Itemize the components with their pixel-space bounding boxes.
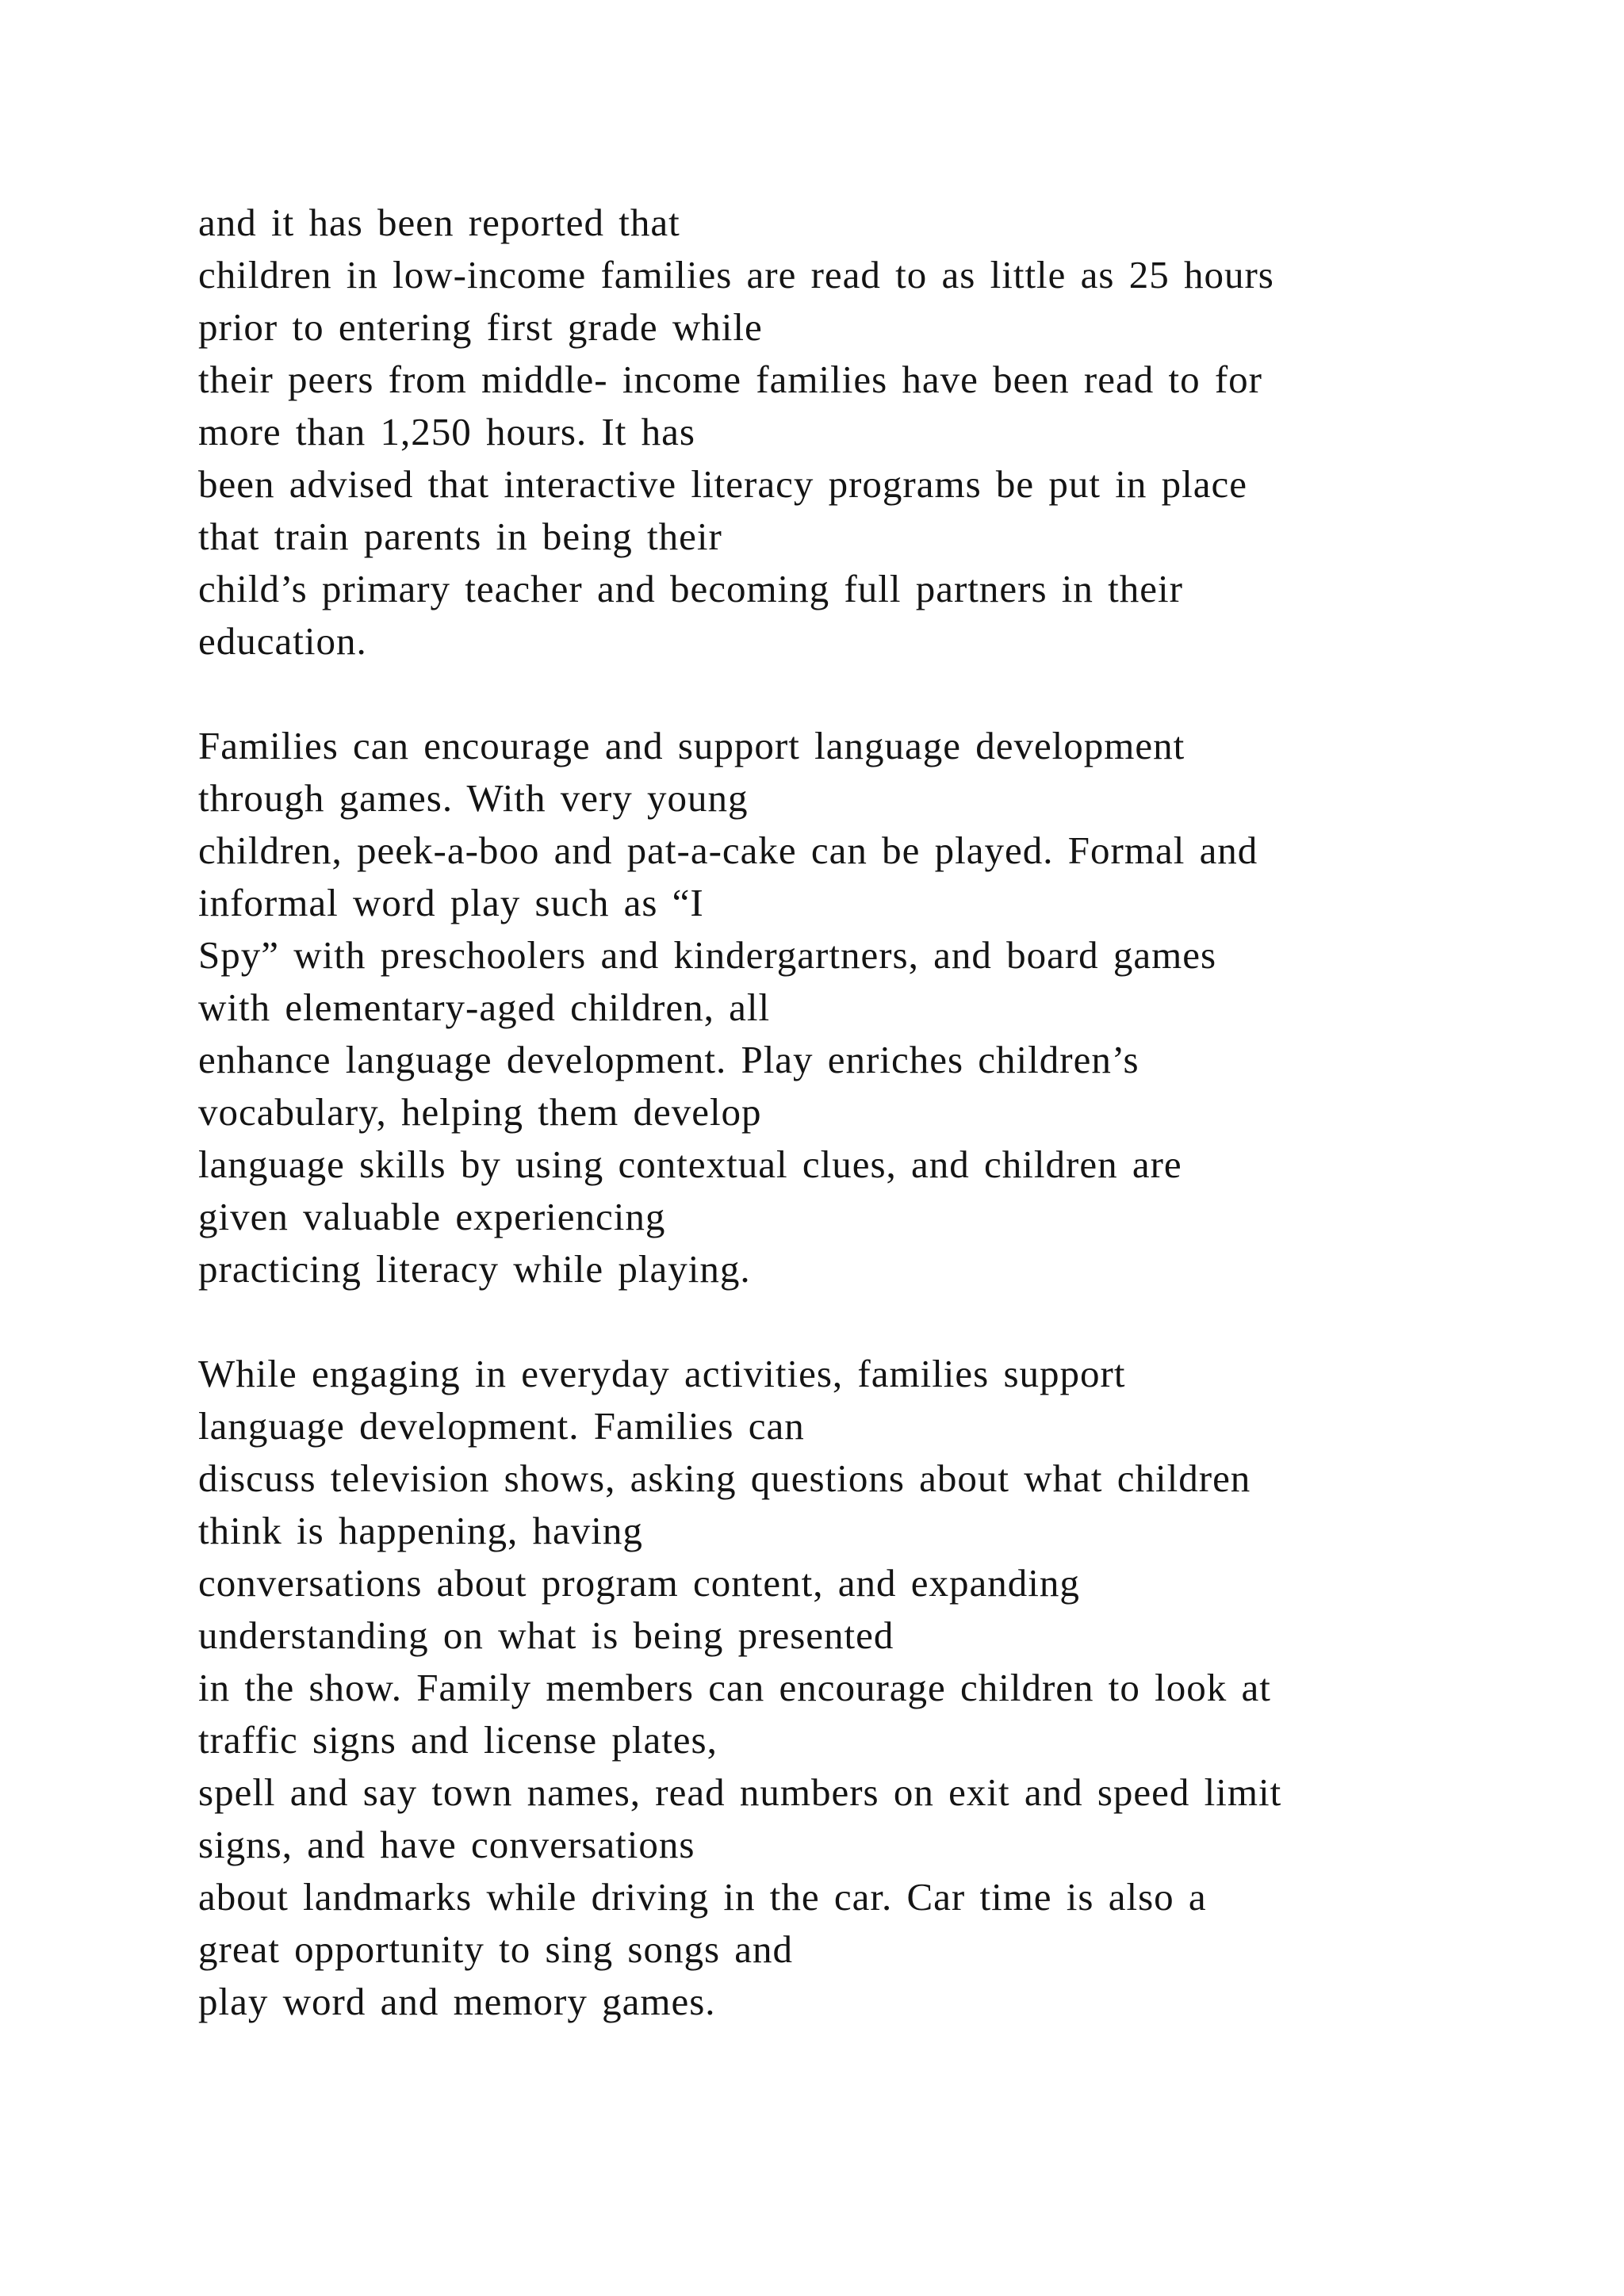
text-line: conversations about program content, and expanding [198,1561,1080,1605]
body-text [198,197,1546,2028]
text-line: Spy” with preschoolers and kindergartners, and board games [198,933,1217,977]
text-line: about landmarks while driving in the car. Car time is also a [198,1875,1207,1919]
text-line: prior to entering first grade while [198,305,763,349]
text-line: language development. Families can [198,1404,805,1448]
text-line: understanding on what is being presented [198,1613,894,1657]
text-line: children in low-income families are read to as little as 25 hours [198,253,1274,297]
text-line: signs, and have conversations [198,1823,695,1866]
paragraph-1 [198,197,1546,668]
text-line: play word and memory games. [198,1980,716,2023]
text-line: discuss television shows, asking questions about what children [198,1456,1251,1500]
text-line: great opportunity to sing songs and [198,1927,794,1971]
text-line: through games. With very young [198,776,749,820]
text-line: been advised that interactive literacy programs be put in place [198,462,1247,506]
text-line: traffic signs and license plates, [198,1718,718,1762]
text-line: more than 1,250 hours. It has [198,410,695,453]
text-line: language skills by using contextual clues, and children are [198,1142,1182,1186]
paragraph-2 [198,720,1546,1295]
paragraph-spacer [198,668,1546,720]
text-line: their peers from middle- income families have been read to for [198,358,1262,401]
text-line: Families can encourage and support language development [198,724,1185,767]
text-line: spell and say town names, read numbers on exit and speed limit [198,1770,1282,1814]
text-line: informal word play such as “I [198,881,704,924]
text-line: vocabulary, helping them develop [198,1090,762,1134]
paragraph-spacer [198,1295,1546,1348]
text-line: enhance language development. Play enriches children’s [198,1038,1139,1081]
text-line: child’s primary teacher and becoming full partners in their [198,567,1183,610]
text-line: with elementary-aged children, all [198,985,771,1029]
text-line: practicing literacy while playing. [198,1247,751,1291]
text-line: given valuable experiencing [198,1195,666,1238]
text-line: education. [198,619,367,663]
text-line: children, peek-a-boo and pat-a-cake can be played. Formal and [198,828,1258,872]
paragraph-3 [198,1348,1546,2028]
text-line: and it has been reported that [198,201,680,244]
text-line: think is happening, having [198,1509,643,1552]
text-line: While engaging in everyday activities, families support [198,1352,1126,1395]
text-line: in the show. Family members can encourage children to look at [198,1666,1271,1709]
text-line: that train parents in being their [198,515,722,558]
